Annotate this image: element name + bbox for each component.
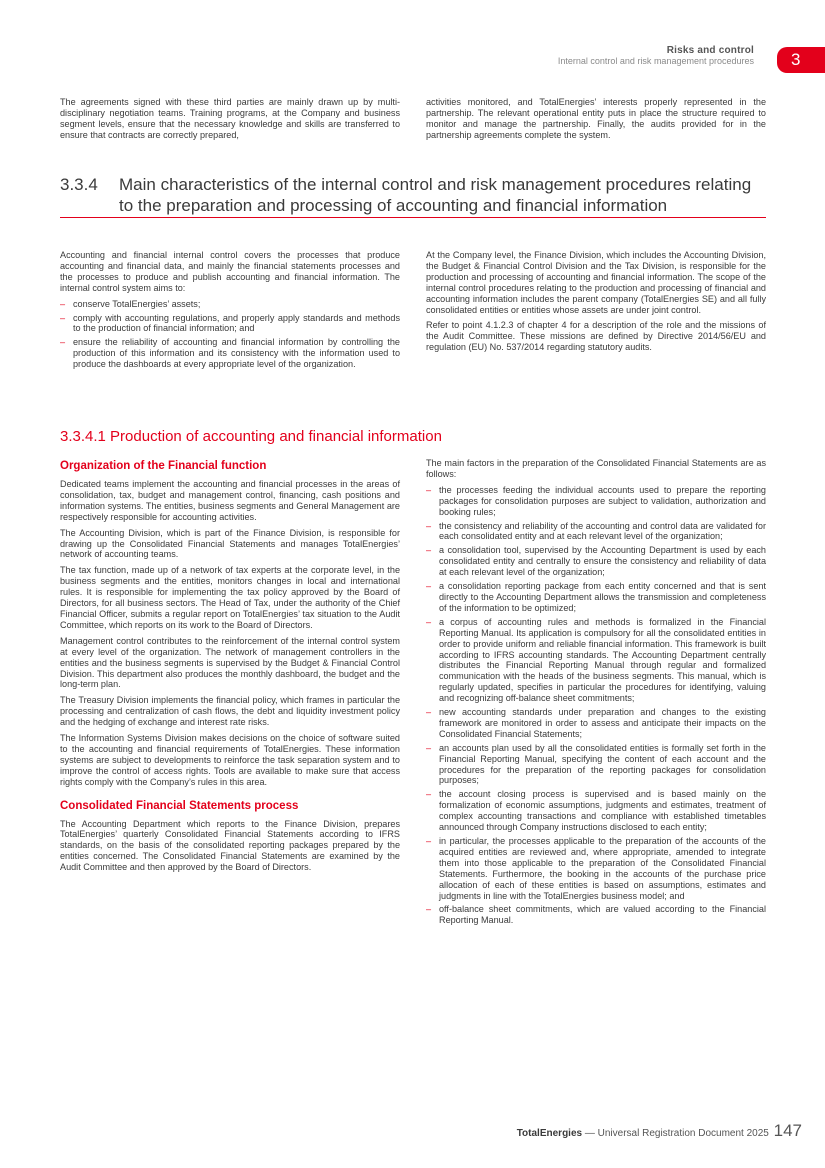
list-item: – an accounts plan used by all the consolidated entities is formally set forth in the Financial Reporting Manual, specifying the content of each account and the procedures for the preparation of the reporting packages for consolidation purposes; [426,743,766,787]
list-item: – new accounting standards under preparation and changes to the existing framework are monitored in order to assess and anticipate their impacts on the Consolidated Financial Statements; [426,707,766,740]
paragraph: activities monitored, and TotalEnergies’ interests properly represented in the partnership. The relevant operational entity puts in place the structure required to monitor and manage the partnership. Finally, the audits provided for in the partnership agreements complete the system. [426,97,766,140]
paragraph: The Treasury Division implements the financial policy, which frames in particular the processing and centralization of cash flows, the debt and liquidity investment policy and the hedging of exchange and interest rate risks. [60,695,400,728]
list-item: – the processes feeding the individual accounts used to prepare the reporting packages for consolidation purposes are subject to validation, authorization and booking rules; [426,485,766,518]
list-item: – the account closing process is supervised and is based mainly on the formalization of economic assumptions, judgments and estimates, treatment of complex accounting transactions and compliance with established timetables announced through Company instructions disclosed to each entity; [426,789,766,833]
section-number: 3.3.4 [60,175,98,194]
subsection-right-column [426,458,766,931]
header-subtitle: Internal control and risk management procedures [557,56,754,66]
paragraph: Accounting and financial internal control covers the processes that produce accounting and financial data, and mainly the financial statements processes and the processes to produce and publish accounting and financial information. The internal control system aims to: [60,250,400,293]
list-item: – conserve TotalEnergies’ assets; [60,299,400,310]
header-title: Risks and control [666,45,754,56]
footer-document: — Universal Registration Document 2025 [582,1128,769,1139]
section-heading [60,174,766,218]
section-title: Main characteristics of the internal control and risk management procedures relating to the preparation and processing of accounting and financial information [119,175,752,215]
section-right-column [426,250,766,358]
cfs-heading: Consolidated Financial Statements process [60,799,299,812]
running-header [558,45,754,67]
list-item: – a consolidation reporting package from each entity concerned and that is sent directly to the Accounting Department allows the transmission and completeness of the information to be optimized; [426,581,766,614]
paragraph: The Accounting Department which reports to the Finance Division, prepares TotalEnergies’ quarterly Consolidated Financial Statements according to IFRS standards, on the basis of the consolidated reporting packages prepared by the entities concerned. The Consolidated Financial Statements are examined by the Audit Committee and then approved by the Board of Directors. [60,818,400,873]
paragraph: The agreements signed with these third parties are mainly drawn up by multi-disciplinary negotiation teams. Training programs, at the Company and business segment levels, ensure that the necessary knowledge and skills are transferred to ensure that contracts are correctly prepared, [60,97,400,140]
list-item: – a corpus of accounting rules and methods is formalized in the Financial Reporting Manual. Its application is compulsory for all the consolidated entities in order to provide uniform and reliable financial information. This framework is built according to IFRS accounting standards. The Accounting Department centrally distributes the Financial Reporting Manual through regular and formalized communication with the heads of the business segments. This manual, which is regularly updated, specifies in particular the procedures for identifying, valuing and recognizing off-balance sheet commitments; [426,617,766,704]
list-item: – a consolidation tool, supervised by the Accounting Department is used by each consolidated entity and centrally to ensure the consistency and reliability of data at each relevant level of the organization; [426,545,766,578]
paragraph: The tax function, made up of a network of tax experts at the corporate level, in the business segments and the entities, monitors changes in local and international rules. It is responsible for implementing the tax policy approved by the Board of Directors, for all business sectors. The Head of Tax, under the authority of the Chief Financial Officer, submits a regular report on TotalEnergies’ tax situation to the Audit Committee, which reports on its work to the Board of Directors. [60,565,400,630]
paragraph: At the Company level, the Finance Division, which includes the Accounting Division, the Budget & Financial Control Division and the Tax Division, is responsible for the production and processing of accounting and financial information. The scope of the internal control procedures relating to the production and processing of financial and accounting information includes the parent company (TotalEnergies SE) and all fully consolidated entities or entities whose assets are under joint control. [426,250,766,315]
list-item: – off-balance sheet commitments, which are valued according to the Financial Reporting Manual. [426,904,766,926]
paragraph: Dedicated teams implement the accounting and financial processes in the areas of consolidation, tax, budget and management control, financing, cash positions and information systems. The entities, business segments and General Management are respectively responsible for accounting activities. [60,479,400,522]
subsection-left-column [60,459,400,878]
page-footer [517,1121,802,1141]
org-heading: Organization of the Financial function [60,460,267,472]
subsection-title: 3.3.4.1 Production of accounting and financial information [60,428,442,445]
top-left-paragraph [60,97,400,146]
footer-brand: TotalEnergies [516,1128,583,1139]
paragraph: Management control contributes to the reinforcement of the internal control system at every level of the organization. The network of management controllers in the entities and the business segments is supervised by the Budget & Financial Control Division. This department also produces the monthly dashboard, the budget and the long-term plan. [60,635,400,690]
paragraph: The Information Systems Division makes decisions on the choice of software suited to the accounting and financial requirements of TotalEnergies. These information systems are subject to developments to reinforce the task separation system and to improve the control of access rights. Tools are available to make sure that access rights comply with the Company’s rules in this area. [60,733,400,787]
factors-list [426,485,766,926]
paragraph: Refer to point 4.1.2.3 of chapter 4 for a description of the role and the missions of the Audit Committee. These missions are defined by Directive 2014/56/EU and regulation (EU) No. 537/2014 regarding statutory audits. [426,320,766,353]
paragraph: The main factors in the preparation of the Consolidated Financial Statements are as follows: [426,458,766,479]
chapter-tab: 3 [777,47,825,73]
list-item: – in particular, the processes applicable to the preparation of the accounts of the acquired entities are reviewed and, where appropriate, amended to integrate them into those applicable to the preparation of the Consolidated Financial Statements. Furthermore, the booking in the accounts of the purchase price allocation of each of these entities is based on assumptions, estimates and judgments in line with the TotalEnergies business model; and [426,836,766,901]
list-item: – the consistency and reliability of the accounting and control data are validated for each consolidated entity and at each relevant level of the organization; [426,521,766,543]
section-left-column [60,250,400,375]
list-item: – ensure the reliability of accounting and financial information by controlling the production of this information and its consistency with the information used to produce the dashboards at every appropriate level of the organization. [60,337,400,370]
paragraph: The Accounting Division, which is part of the Finance Division, is responsible for drawing up the Consolidated Financial Statements and manages TotalEnergies’ network of accounting teams. [60,527,400,560]
top-right-paragraph [426,97,766,146]
list-item: – comply with accounting regulations, and properly apply standards and methods to the production of financial information; and [60,313,400,335]
page-number: 147 [773,1121,802,1140]
aims-list [60,299,400,370]
